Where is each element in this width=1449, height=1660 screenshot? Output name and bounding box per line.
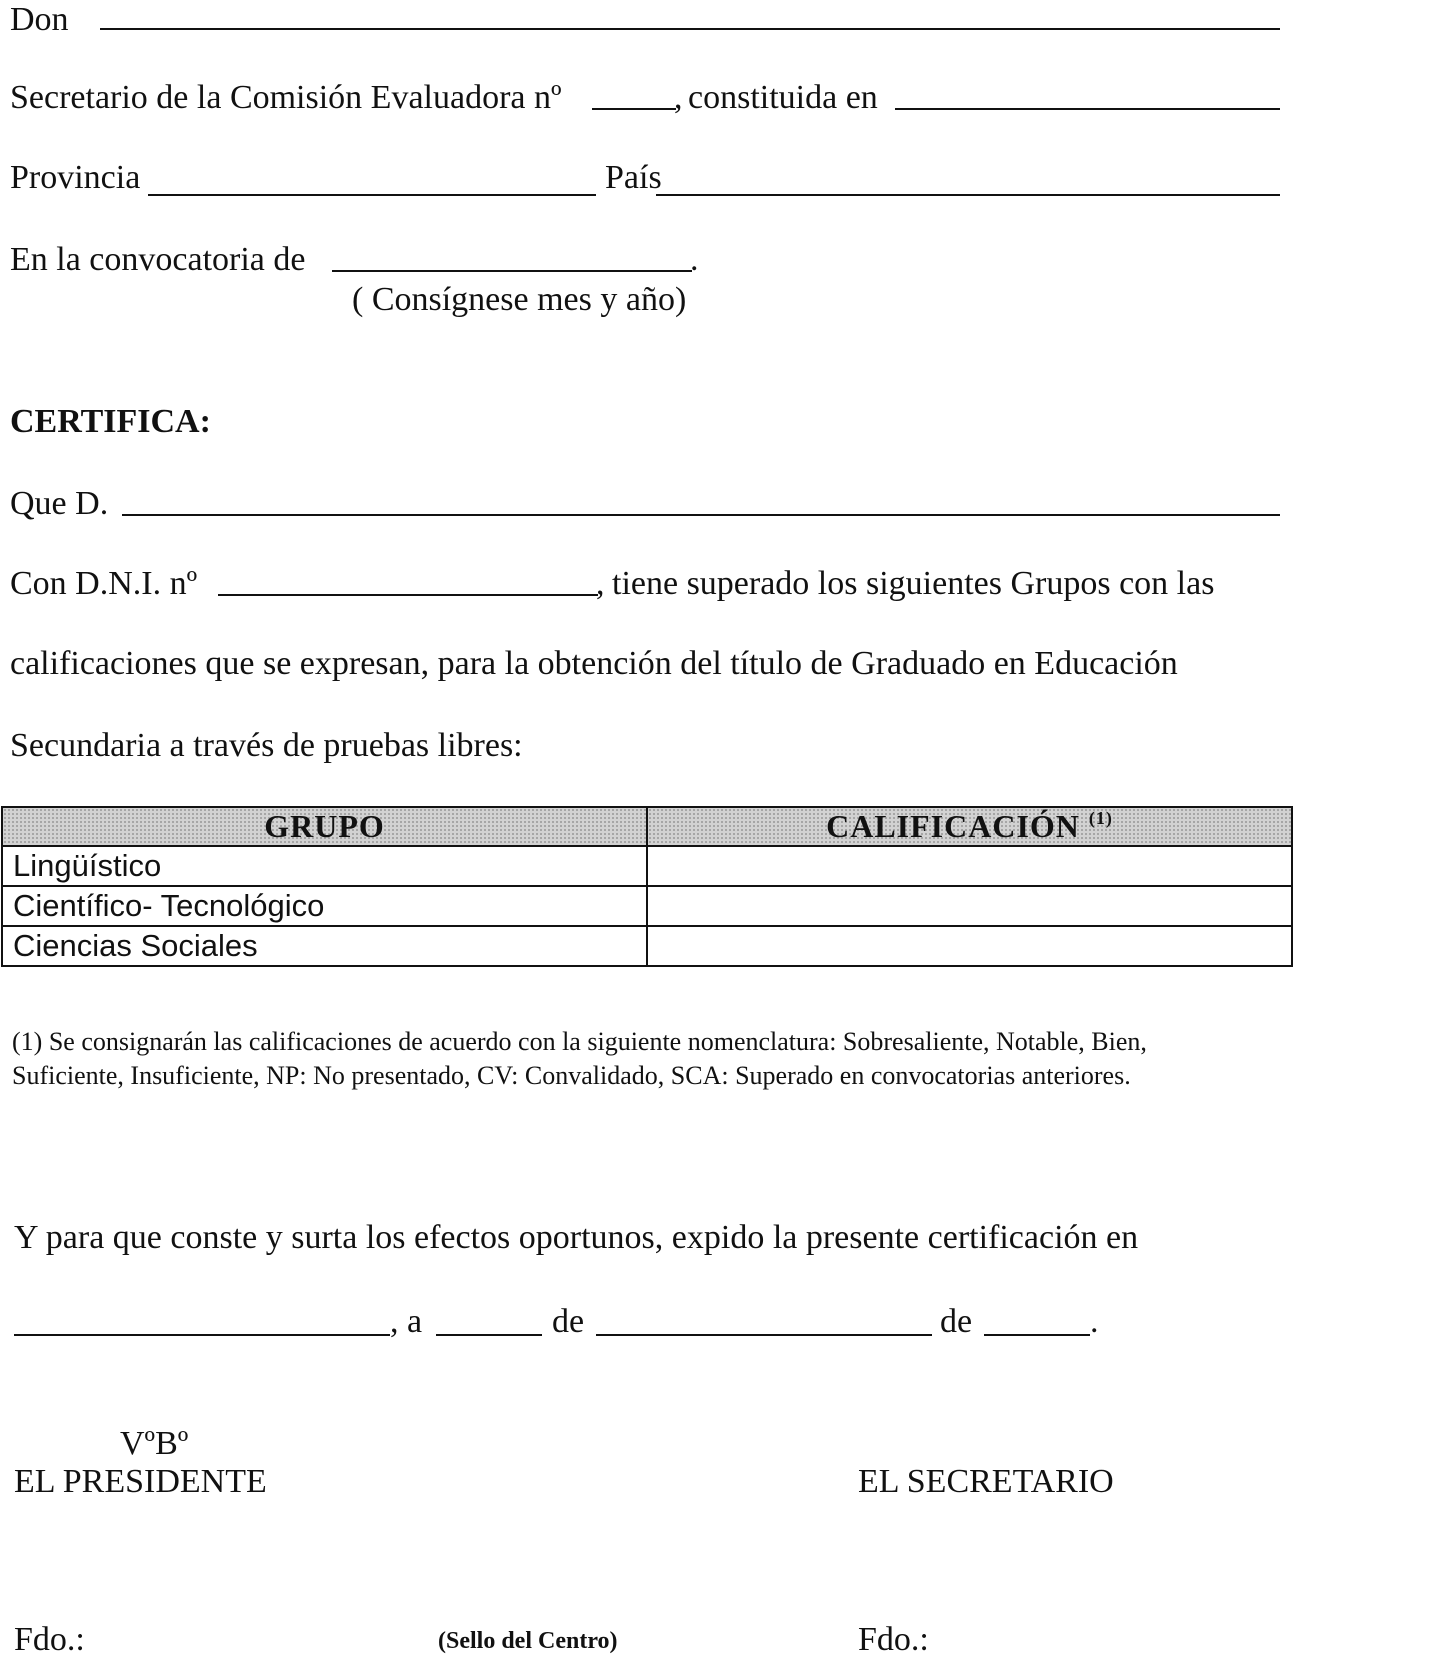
certifica-line2: calificaciones que se expresan, para la obtención del título de Graduado en Educación [10,645,1178,682]
table-header-row [2,807,1292,846]
table-row [2,846,1292,886]
constituida-label: constituida en [688,79,878,116]
day-field[interactable] [436,1334,542,1336]
header-grupo-text: GRUPO [264,808,385,844]
sello-label: (Sello del Centro) [438,1628,618,1654]
header-calificacion-text: CALIFICACIÓN [826,808,1080,844]
don-label: Don [10,1,69,38]
calificacion-cell[interactable] [647,886,1292,926]
que-label: Que D. [10,485,109,522]
dni-field[interactable] [218,594,598,596]
convocatoria-dot: . [690,241,699,278]
fdo-right-label: Fdo.: [858,1621,929,1658]
don-name-field[interactable] [100,28,1280,30]
place-field[interactable] [14,1334,390,1336]
table-row [2,926,1292,966]
header-calificacion [647,807,1292,846]
consignese-hint: ( Consígnese mes y año) [352,281,687,318]
fdo-left-label: Fdo.: [14,1621,85,1658]
convocatoria-label: En la convocatoria de [10,241,306,278]
secretario-label: Secretario de la Comisión Evaluadora nº [10,79,562,116]
de-label-1: de [552,1303,585,1340]
de-label-2: de [940,1303,973,1340]
secretario-comma: , [674,79,683,116]
certifica-line3: Secundaria a través de pruebas libres: [10,727,523,764]
pais-label: País [605,159,662,196]
comma-a-label: , a [390,1303,423,1340]
closing-dot: . [1090,1303,1099,1340]
year-field[interactable] [984,1334,1090,1336]
month-field[interactable] [596,1334,932,1336]
constituida-field[interactable] [895,108,1280,110]
dni-comma: , [596,565,605,602]
grupo-cell: Ciencias Sociales [2,926,647,966]
dni-rest-text: tiene superado los siguientes Grupos con las [612,565,1215,602]
provincia-label: Provincia [10,159,141,196]
grupo-cell: Lingüístico [2,846,647,886]
que-name-field[interactable] [122,514,1280,516]
footnote-line1: (1) Se consignarán las calificaciones de acuerdo con la siguiente nomenclatura: Sobresaliente, Notable, Bien, [12,1027,1147,1056]
grupos-table [1,806,1293,967]
vobo-label: VºBº [120,1425,189,1462]
footnote-mark: (1) [1088,808,1113,828]
calificacion-cell[interactable] [647,926,1292,966]
closing-line1: Y para que conste y surta los efectos oportunos, expido la presente certificación en [14,1219,1139,1256]
header-grupo [2,807,647,846]
table-row [2,886,1292,926]
convocatoria-field[interactable] [332,270,692,272]
footnote-line2: Suficiente, Insuficiente, NP: No presentado, CV: Convalidado, SCA: Superado en convocatorias anteriores. [12,1061,1131,1090]
certifica-title: CERTIFICA: [10,403,211,440]
secretario-sign-label: EL SECRETARIO [858,1463,1114,1500]
comision-number-field[interactable] [592,108,676,110]
grupo-cell: Científico- Tecnológico [2,886,647,926]
provincia-field[interactable] [148,194,596,196]
dni-label: Con D.N.I. nº [10,565,198,602]
presidente-label: EL PRESIDENTE [14,1463,267,1500]
calificacion-cell[interactable] [647,846,1292,886]
pais-field[interactable] [656,194,1280,196]
